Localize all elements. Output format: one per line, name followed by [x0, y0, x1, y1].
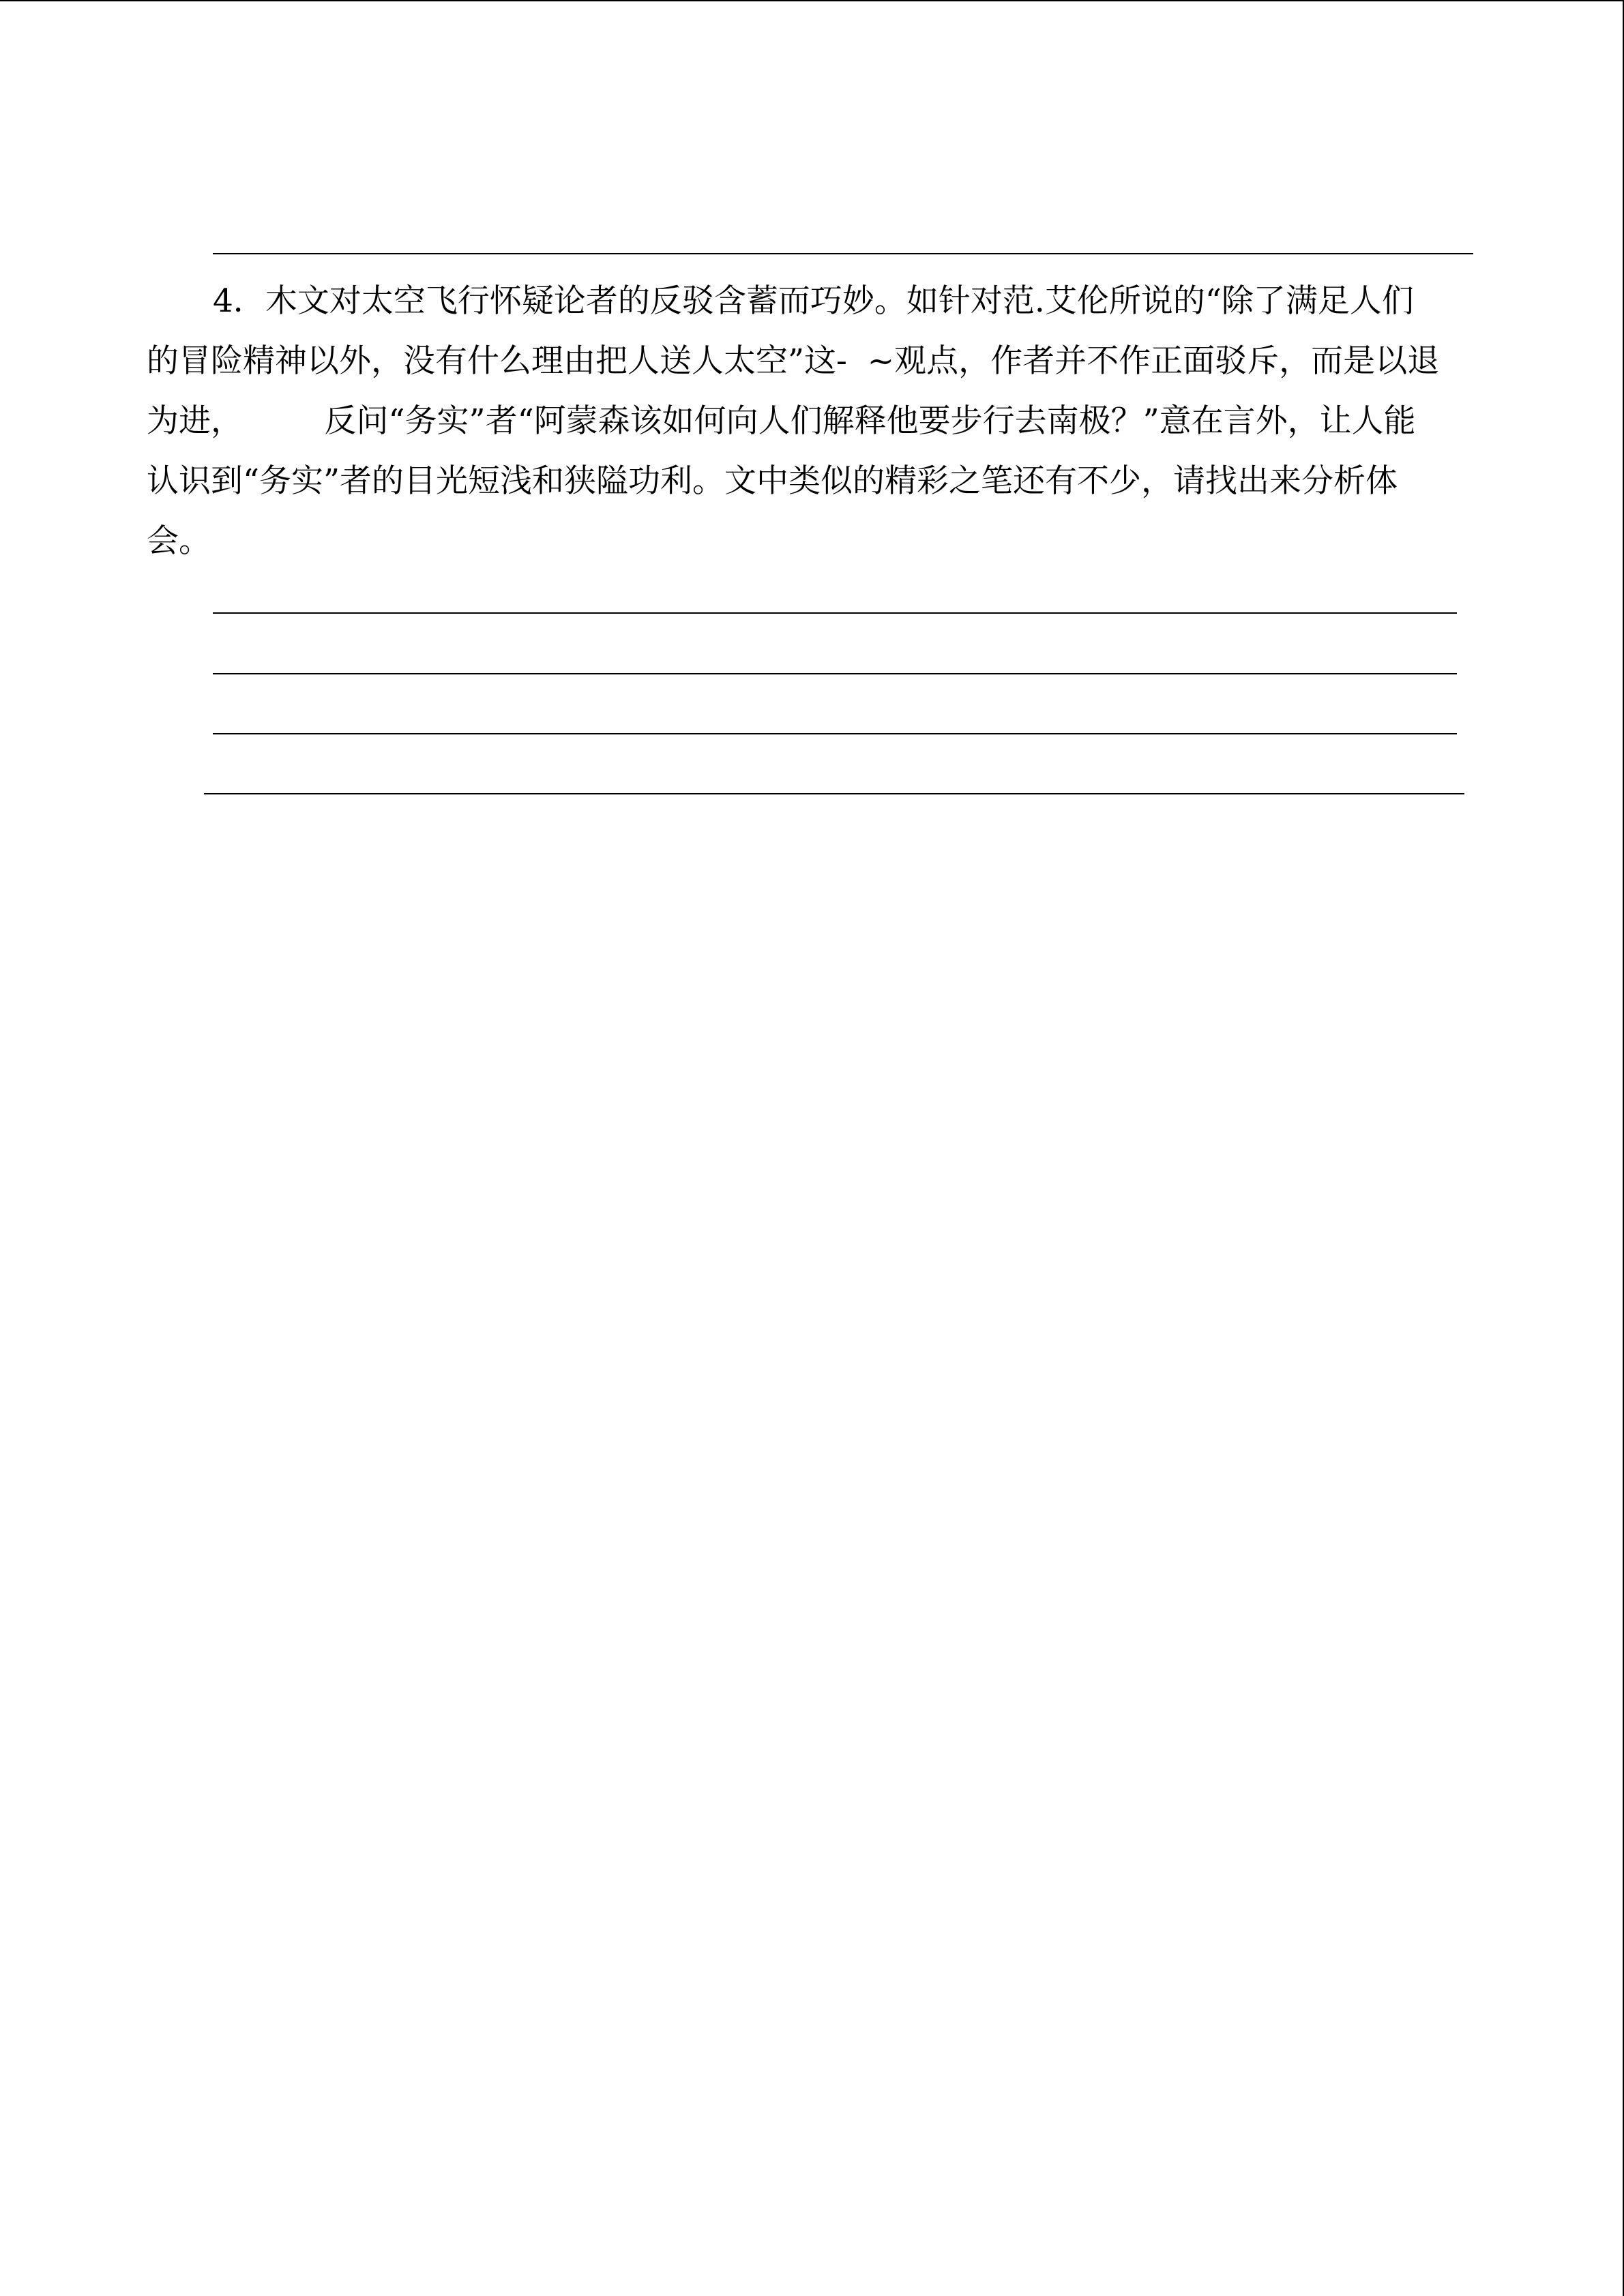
question-number: 4	[213, 282, 233, 320]
answer-line-2[interactable]	[213, 673, 1457, 674]
question-text-line-3: 为进， 反问“务实”者“阿蒙森该如何向人们解释他要步行去南极？”意在言外，让人能	[147, 402, 1416, 440]
question-text-line-5: 会。	[147, 522, 211, 560]
answer-line-3[interactable]	[213, 733, 1457, 734]
question-text-line-1: ．木文对太空飞行怀疑论者的反驳含蓄而巧妙。如针对范.艾伦所说的“除了满足人们	[233, 282, 1414, 320]
answer-line-4[interactable]	[204, 793, 1464, 794]
page-border-top	[0, 0, 1624, 1]
answer-line-1[interactable]	[213, 612, 1457, 614]
previous-answer-line	[213, 253, 1473, 254]
question-text-line-2: 的冒险精神以外，没有什么理由把人送人太空”这- ~观点，作者并不作正面驳斥，而是以退	[147, 342, 1440, 380]
question-4	[147, 271, 1480, 571]
question-text-line-4: 认识到“务实”者的目光短浅和狭隘功利。文中类似的精彩之笔还有不少，请找出来分析体	[147, 462, 1398, 500]
